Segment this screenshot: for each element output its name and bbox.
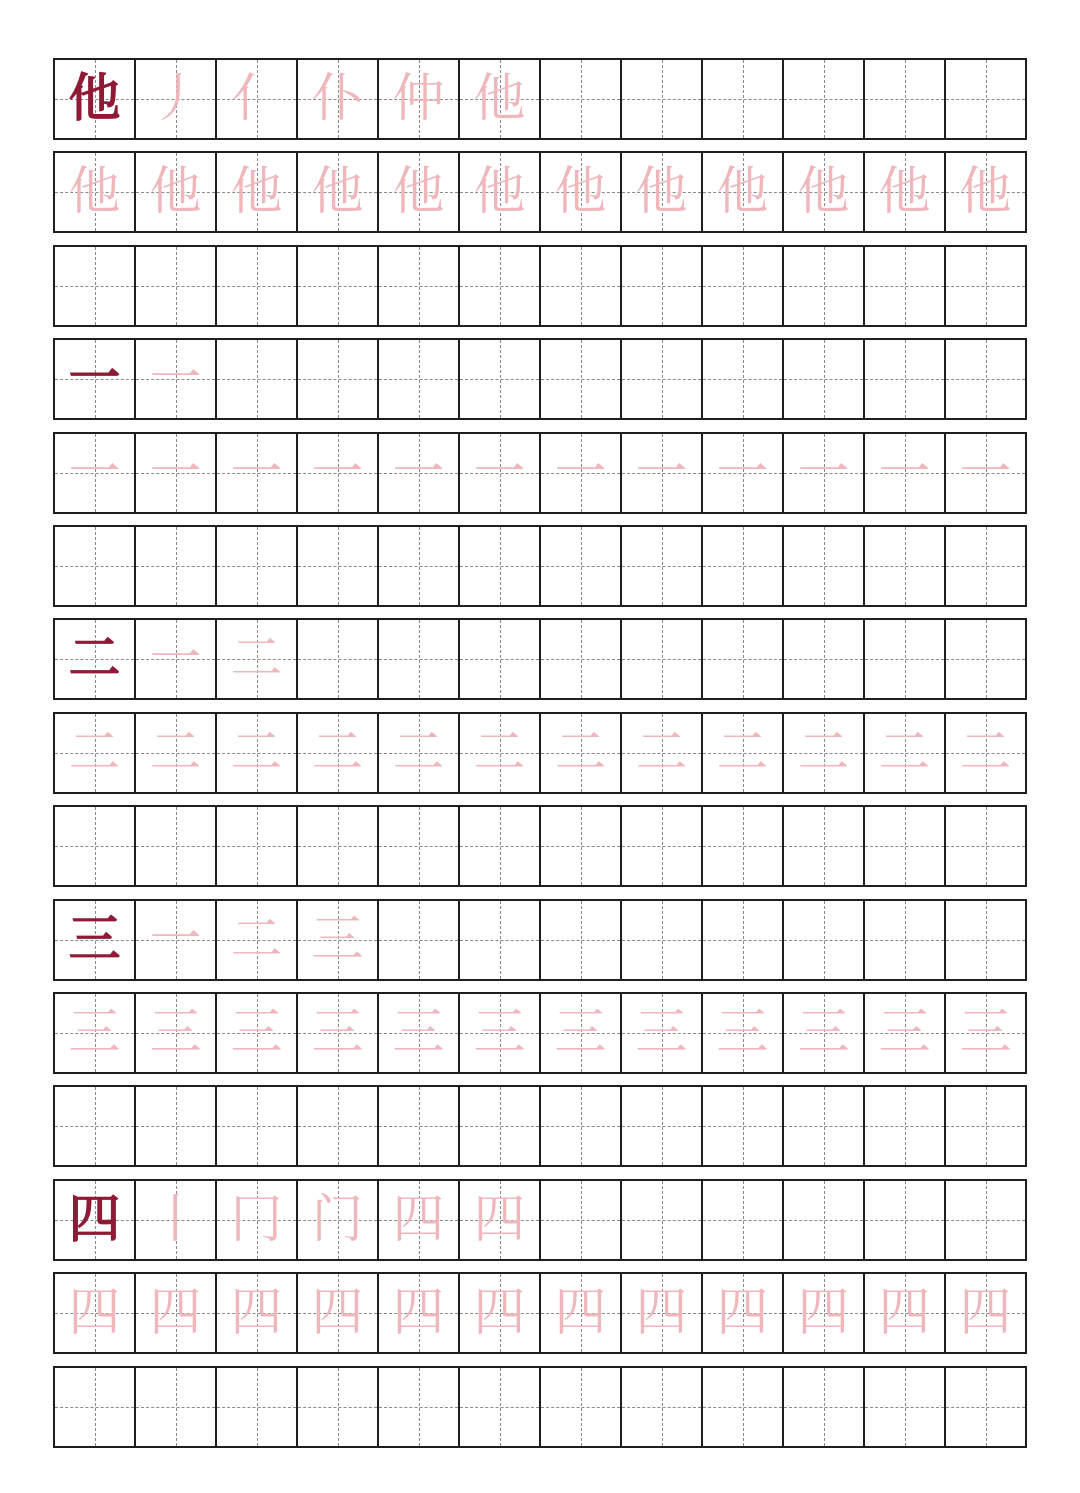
grid-cell[interactable] (298, 901, 379, 979)
grid-cell[interactable] (298, 807, 379, 885)
grid-cell[interactable] (460, 247, 541, 325)
grid-cell[interactable] (541, 1181, 622, 1259)
grid-cell[interactable] (460, 1368, 541, 1446)
grid-cell[interactable] (703, 714, 784, 792)
trace-character: 一 (959, 442, 1012, 503)
grid-cell[interactable] (784, 1368, 865, 1446)
trace-character: 三 (878, 1003, 931, 1063)
trace-character: 仲 (392, 69, 445, 129)
trace-character: 四 (68, 1283, 121, 1344)
grid-cell[interactable] (946, 153, 1025, 231)
practice-row-blank (53, 245, 1027, 327)
model-character: 二 (68, 628, 121, 690)
trace-character: 门 (311, 1189, 364, 1250)
grid-cell[interactable] (460, 901, 541, 979)
grid-cell[interactable] (703, 247, 784, 325)
grid-cell[interactable] (217, 153, 298, 231)
grid-cell[interactable] (541, 527, 622, 605)
grid-cell[interactable] (541, 434, 622, 512)
trace-character: 三 (554, 1003, 607, 1063)
trace-character: 三 (635, 1003, 688, 1063)
grid-cell[interactable] (298, 620, 379, 698)
grid-cell[interactable] (865, 901, 946, 979)
grid-cell[interactable] (622, 807, 703, 885)
trace-character: 丿 (149, 69, 202, 129)
grid-cell[interactable] (460, 153, 541, 231)
trace-character: 四 (797, 1283, 850, 1344)
trace-character: 二 (149, 722, 202, 783)
trace-character: 冂 (230, 1189, 283, 1250)
grid-cell[interactable] (865, 807, 946, 885)
grid-cell[interactable] (298, 434, 379, 512)
trace-character: 二 (230, 909, 283, 970)
grid-cell[interactable] (217, 994, 298, 1072)
trace-character: 他 (554, 162, 607, 223)
grid-cell[interactable] (55, 434, 136, 512)
grid-cell[interactable] (136, 527, 217, 605)
grid-cell[interactable] (865, 1274, 946, 1352)
grid-cell[interactable] (946, 714, 1025, 792)
grid-cell[interactable] (703, 901, 784, 979)
trace-character: 四 (473, 1283, 526, 1344)
trace-character: 四 (392, 1283, 445, 1344)
grid-cell[interactable] (55, 620, 136, 698)
grid-cell[interactable] (865, 434, 946, 512)
grid-cell[interactable] (541, 994, 622, 1072)
trace-character: 一 (149, 629, 202, 690)
trace-character: 三 (797, 1003, 850, 1063)
grid-cell[interactable] (541, 340, 622, 418)
grid-cell[interactable] (703, 1087, 784, 1165)
grid-cell[interactable] (217, 1368, 298, 1446)
trace-character: 二 (230, 722, 283, 783)
grid-cell[interactable] (55, 1087, 136, 1165)
grid-cell[interactable] (379, 60, 460, 138)
grid-cell[interactable] (379, 340, 460, 418)
grid-cell[interactable] (136, 340, 217, 418)
grid-cell[interactable] (784, 434, 865, 512)
grid-cell[interactable] (541, 620, 622, 698)
trace-character: 一 (149, 442, 202, 503)
grid-cell[interactable] (136, 153, 217, 231)
grid-cell[interactable] (379, 434, 460, 512)
grid-cell[interactable] (865, 247, 946, 325)
grid-cell[interactable] (784, 901, 865, 979)
grid-cell[interactable] (946, 1087, 1025, 1165)
grid-cell[interactable] (55, 1274, 136, 1352)
practice-row-trace (53, 712, 1027, 794)
trace-character: 四 (959, 1283, 1012, 1344)
trace-character: 四 (473, 1189, 526, 1250)
grid-cell[interactable] (217, 527, 298, 605)
grid-cell[interactable] (703, 620, 784, 698)
grid-cell[interactable] (460, 1087, 541, 1165)
trace-character: 一 (878, 442, 931, 503)
grid-cell[interactable] (622, 340, 703, 418)
grid-cell[interactable] (460, 1274, 541, 1352)
grid-cell[interactable] (622, 153, 703, 231)
grid-cell[interactable] (55, 153, 136, 231)
grid-cell[interactable] (622, 1087, 703, 1165)
grid-cell[interactable] (946, 340, 1025, 418)
grid-cell[interactable] (55, 807, 136, 885)
grid-cell[interactable] (865, 1087, 946, 1165)
trace-character: 二 (716, 722, 769, 783)
trace-character: 一 (797, 442, 850, 503)
grid-cell[interactable] (460, 434, 541, 512)
grid-cell[interactable] (946, 247, 1025, 325)
trace-character: 他 (635, 162, 688, 223)
grid-cell[interactable] (379, 153, 460, 231)
grid-cell[interactable] (541, 901, 622, 979)
grid-cell[interactable] (703, 60, 784, 138)
grid-cell[interactable] (703, 434, 784, 512)
trace-character: 三 (149, 1003, 202, 1063)
trace-character: 三 (392, 1003, 445, 1063)
grid-cell[interactable] (136, 807, 217, 885)
grid-cell[interactable] (55, 60, 136, 138)
practice-row-trace (53, 432, 1027, 514)
grid-cell[interactable] (217, 340, 298, 418)
grid-cell[interactable] (298, 1368, 379, 1446)
grid-cell[interactable] (784, 714, 865, 792)
grid-cell[interactable] (622, 1181, 703, 1259)
trace-character: 他 (797, 162, 850, 223)
grid-cell[interactable] (136, 994, 217, 1072)
grid-cell[interactable] (703, 1274, 784, 1352)
trace-character: 四 (635, 1283, 688, 1344)
trace-character: 三 (473, 1003, 526, 1063)
trace-character: 二 (554, 722, 607, 783)
grid-cell[interactable] (946, 901, 1025, 979)
grid-cell[interactable] (946, 1368, 1025, 1446)
practice-row-blank (53, 525, 1027, 607)
grid-cell[interactable] (136, 620, 217, 698)
grid-cell[interactable] (946, 60, 1025, 138)
practice-row-model (53, 338, 1027, 420)
grid-cell[interactable] (784, 1087, 865, 1165)
practice-row-trace (53, 992, 1027, 1074)
grid-cell[interactable] (217, 1087, 298, 1165)
trace-character: 亻 (230, 69, 283, 129)
grid-cell[interactable] (784, 1181, 865, 1259)
grid-cell[interactable] (298, 994, 379, 1072)
practice-row-model (53, 618, 1027, 700)
grid-cell[interactable] (298, 60, 379, 138)
trace-character: 二 (68, 722, 121, 783)
grid-cell[interactable] (460, 1181, 541, 1259)
grid-cell[interactable] (865, 340, 946, 418)
grid-cell[interactable] (55, 247, 136, 325)
trace-character: 他 (716, 162, 769, 223)
trace-character: 一 (230, 442, 283, 503)
grid-cell[interactable] (541, 247, 622, 325)
grid-cell[interactable] (946, 1274, 1025, 1352)
grid-cell[interactable] (946, 807, 1025, 885)
grid-cell[interactable] (622, 620, 703, 698)
grid-cell[interactable] (136, 1181, 217, 1259)
grid-cell[interactable] (865, 1368, 946, 1446)
grid-cell[interactable] (379, 994, 460, 1072)
grid-cell[interactable] (460, 620, 541, 698)
practice-row-model (53, 1179, 1027, 1261)
grid-cell[interactable] (865, 1181, 946, 1259)
grid-cell[interactable] (136, 1368, 217, 1446)
trace-character: 三 (230, 1003, 283, 1063)
grid-cell[interactable] (784, 527, 865, 605)
grid-cell[interactable] (379, 1274, 460, 1352)
trace-character: 二 (473, 722, 526, 783)
grid-cell[interactable] (946, 527, 1025, 605)
grid-cell[interactable] (865, 994, 946, 1072)
grid-cell[interactable] (217, 714, 298, 792)
grid-cell[interactable] (298, 1087, 379, 1165)
grid-cell[interactable] (703, 994, 784, 1072)
grid-cell[interactable] (136, 60, 217, 138)
model-character: 三 (68, 908, 121, 970)
grid-cell[interactable] (703, 1368, 784, 1446)
trace-character: 他 (230, 162, 283, 223)
grid-cell[interactable] (55, 714, 136, 792)
grid-cell[interactable] (784, 994, 865, 1072)
grid-cell[interactable] (541, 60, 622, 138)
trace-character: 四 (230, 1283, 283, 1344)
trace-character: 四 (392, 1189, 445, 1250)
grid-cell[interactable] (622, 1274, 703, 1352)
model-character: 一 (68, 348, 121, 410)
grid-cell[interactable] (865, 153, 946, 231)
grid-cell[interactable] (541, 1274, 622, 1352)
grid-cell[interactable] (622, 1368, 703, 1446)
grid-cell[interactable] (136, 247, 217, 325)
trace-character: 他 (473, 69, 526, 129)
model-character: 他 (68, 68, 121, 129)
trace-character: 一 (311, 442, 364, 503)
grid-cell[interactable] (136, 434, 217, 512)
trace-character: 四 (311, 1283, 364, 1344)
trace-character: 仆 (311, 69, 364, 129)
grid-cell[interactable] (946, 434, 1025, 512)
grid-cell[interactable] (541, 1368, 622, 1446)
trace-character: 二 (797, 722, 850, 783)
grid-cell[interactable] (460, 714, 541, 792)
grid-cell[interactable] (298, 1274, 379, 1352)
grid-cell[interactable] (946, 1181, 1025, 1259)
grid-cell[interactable] (379, 1087, 460, 1165)
grid-cell[interactable] (217, 620, 298, 698)
grid-cell[interactable] (379, 620, 460, 698)
trace-character: 他 (959, 162, 1012, 223)
trace-character: 他 (473, 162, 526, 223)
grid-cell[interactable] (541, 153, 622, 231)
grid-cell[interactable] (298, 340, 379, 418)
grid-cell[interactable] (379, 1181, 460, 1259)
trace-character: 二 (959, 722, 1012, 783)
trace-character: 他 (311, 162, 364, 223)
grid-cell[interactable] (460, 807, 541, 885)
practice-row-trace (53, 1272, 1027, 1354)
practice-row-model (53, 899, 1027, 981)
grid-cell[interactable] (865, 714, 946, 792)
grid-cell[interactable] (784, 807, 865, 885)
trace-character: 四 (716, 1283, 769, 1344)
grid-cell[interactable] (217, 1181, 298, 1259)
trace-character: 三 (716, 1003, 769, 1063)
trace-character: 三 (68, 1003, 121, 1063)
grid-cell[interactable] (136, 901, 217, 979)
grid-cell[interactable] (784, 153, 865, 231)
practice-row-trace (53, 151, 1027, 233)
grid-cell[interactable] (784, 1274, 865, 1352)
grid-cell[interactable] (622, 247, 703, 325)
grid-cell[interactable] (298, 714, 379, 792)
grid-cell[interactable] (703, 807, 784, 885)
grid-cell[interactable] (460, 60, 541, 138)
trace-character: 三 (311, 909, 364, 970)
trace-character: 一 (635, 442, 688, 503)
model-character: 四 (68, 1188, 121, 1250)
trace-character: 一 (716, 442, 769, 503)
grid-cell[interactable] (865, 527, 946, 605)
grid-cell[interactable] (865, 620, 946, 698)
trace-character: 他 (149, 162, 202, 223)
grid-cell[interactable] (541, 807, 622, 885)
practice-row-blank (53, 805, 1027, 887)
trace-character: 一 (68, 442, 121, 503)
grid-cell[interactable] (946, 620, 1025, 698)
trace-character: 他 (878, 162, 931, 223)
trace-character: 二 (635, 722, 688, 783)
grid-cell[interactable] (379, 807, 460, 885)
grid-cell[interactable] (622, 527, 703, 605)
practice-row-model (53, 58, 1027, 140)
grid-cell[interactable] (703, 340, 784, 418)
practice-row-blank (53, 1366, 1027, 1448)
grid-cell[interactable] (784, 620, 865, 698)
grid-cell[interactable] (217, 901, 298, 979)
grid-cell[interactable] (622, 901, 703, 979)
trace-character: 一 (554, 442, 607, 503)
grid-cell[interactable] (55, 1368, 136, 1446)
grid-cell[interactable] (703, 153, 784, 231)
trace-character: 一 (149, 349, 202, 410)
trace-character: 二 (230, 629, 283, 690)
grid-cell[interactable] (217, 247, 298, 325)
trace-character: 一 (392, 442, 445, 503)
trace-character: 二 (878, 722, 931, 783)
trace-character: 四 (149, 1283, 202, 1344)
grid-cell[interactable] (298, 153, 379, 231)
grid-cell[interactable] (379, 714, 460, 792)
grid-cell[interactable] (55, 527, 136, 605)
grid-cell[interactable] (460, 340, 541, 418)
grid-cell[interactable] (217, 434, 298, 512)
grid-cell[interactable] (541, 714, 622, 792)
trace-character: 四 (554, 1283, 607, 1344)
grid-cell[interactable] (136, 1274, 217, 1352)
trace-character: 二 (311, 722, 364, 783)
trace-character: 他 (392, 162, 445, 223)
grid-cell[interactable] (784, 60, 865, 138)
trace-character: 二 (392, 722, 445, 783)
grid-cell[interactable] (217, 60, 298, 138)
grid-cell[interactable] (55, 340, 136, 418)
practice-row-blank (53, 1085, 1027, 1167)
grid-cell[interactable] (622, 60, 703, 138)
trace-character: 四 (878, 1283, 931, 1344)
grid-cell[interactable] (622, 994, 703, 1072)
grid-cell[interactable] (460, 527, 541, 605)
grid-cell[interactable] (784, 340, 865, 418)
grid-cell[interactable] (460, 994, 541, 1072)
grid-cell[interactable] (379, 527, 460, 605)
grid-cell[interactable] (217, 1274, 298, 1352)
grid-cell[interactable] (379, 247, 460, 325)
trace-character: 他 (68, 162, 121, 223)
grid-cell[interactable] (541, 1087, 622, 1165)
trace-character: 一 (149, 909, 202, 970)
trace-character: 三 (959, 1003, 1012, 1063)
trace-character: 丨 (149, 1189, 202, 1250)
trace-character: 一 (473, 442, 526, 503)
grid-cell[interactable] (622, 714, 703, 792)
grid-cell[interactable] (55, 1181, 136, 1259)
grid-cell[interactable] (622, 434, 703, 512)
grid-cell[interactable] (379, 1368, 460, 1446)
grid-cell[interactable] (217, 807, 298, 885)
grid-cell[interactable] (865, 60, 946, 138)
trace-character: 三 (311, 1003, 364, 1063)
grid-cell[interactable] (55, 994, 136, 1072)
grid-cell[interactable] (784, 247, 865, 325)
grid-cell[interactable] (379, 901, 460, 979)
grid-cell[interactable] (298, 527, 379, 605)
grid-cell[interactable] (55, 901, 136, 979)
grid-cell[interactable] (136, 1087, 217, 1165)
grid-cell[interactable] (136, 714, 217, 792)
grid-cell[interactable] (946, 994, 1025, 1072)
grid-cell[interactable] (298, 247, 379, 325)
grid-cell[interactable] (703, 527, 784, 605)
grid-cell[interactable] (703, 1181, 784, 1259)
grid-cell[interactable] (298, 1181, 379, 1259)
